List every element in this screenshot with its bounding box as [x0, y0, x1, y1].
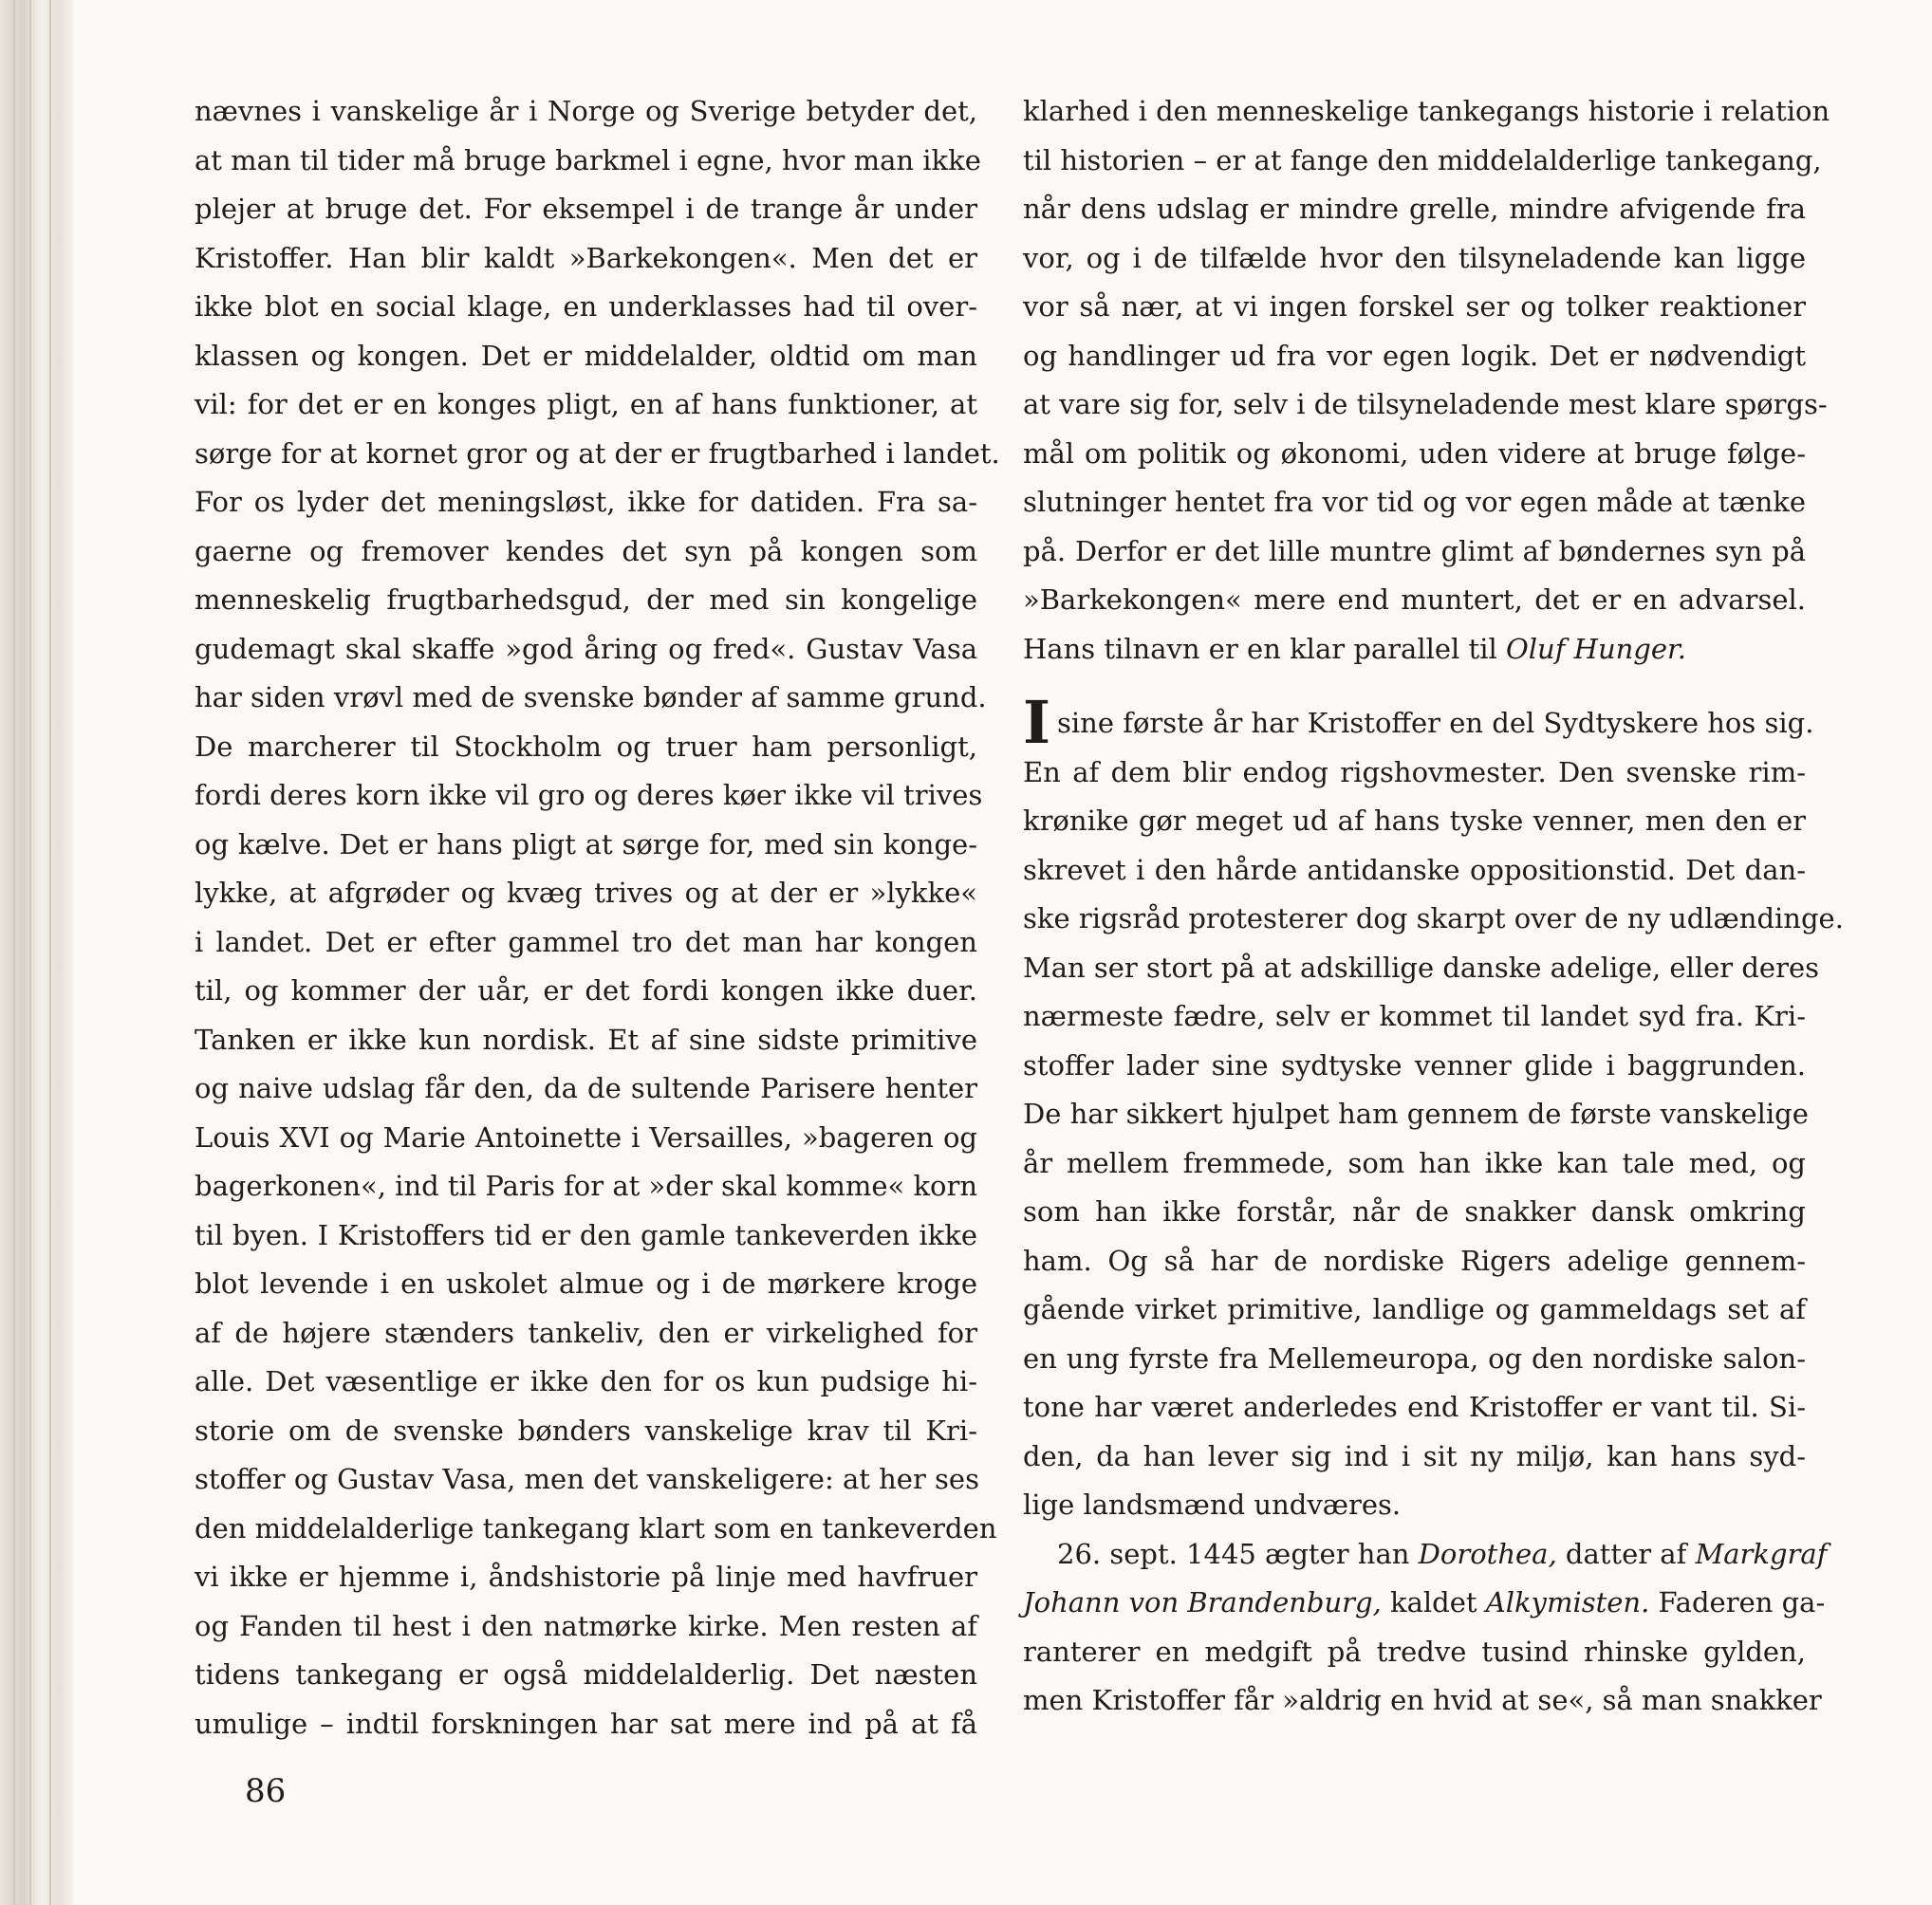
text-line: gudemagt skal skaffe »god åring og fred«. Gustav Vasa: [195, 632, 977, 665]
text-line: bagerkonen«, ind til Paris for at »der skal komme« korn: [195, 1170, 978, 1202]
text-line: slutninger hentet fra vor tid og vor egen måde at tænke: [1023, 486, 1806, 518]
text-line: blot levende i en uskolet almue og i de mørkere kroge: [195, 1267, 977, 1300]
text-line: Man ser stort på at adskillige danske adelige, eller deres: [1023, 951, 1820, 984]
text-line: nærmeste fædre, selv er kommet til landet syd fra. Kri-: [1023, 1000, 1806, 1032]
text-line: De marcherer til Stockholm og truer ham personligt,: [195, 730, 977, 763]
text-line: [1023, 625, 1806, 675]
text-line: tidens tankegang er også middelalderlig. Det næsten: [195, 1658, 977, 1691]
text-line: at vare sig for, selv i de tilsyneladende mest klare spørgs-: [1023, 388, 1828, 420]
text-run: Faderen ga-: [1649, 1586, 1826, 1618]
text-line: den, da han lever sig ind i sit ny miljø, kan hans syd-: [1023, 1439, 1806, 1472]
left-column: [195, 87, 1000, 1748]
text-line: stoffer lader sine sydtyske venner glide i baggrunden.: [1023, 1048, 1806, 1082]
text-line: til byen. I Kristoffers tid er den gamle tankeverden ikke: [195, 1218, 977, 1251]
text-line: skrevet i den hårde antidanske oppositionstid. Det dan-: [1023, 853, 1806, 886]
text-line: Kristoffer. Han blir kaldt »Barkekongen«. Men det er: [195, 241, 977, 274]
text-line: klassen og kongen. Det er middelalder, oldtid om man: [195, 339, 977, 372]
text-line: som han ikke forstår, når de snakker dansk omkring: [1023, 1195, 1806, 1228]
text-line: Tanken er ikke kun nordisk. Et af sine sidste primitive: [195, 1023, 977, 1056]
text-line: [1023, 1579, 1826, 1628]
text-line: menneskelig frugtbarhedsgud, der med sin kongelige: [195, 583, 977, 616]
book-spine-edge: [0, 0, 74, 1905]
text-line: lykke, at afgrøder og kvæg trives og at der er »lykke«: [195, 877, 977, 909]
text-line: vi ikke er hjemme i, åndshistorie på linje med havfruer: [195, 1561, 977, 1593]
text-run: Hans tilnavn er en klar parallel til: [1023, 632, 1506, 665]
text-line: storie om de svenske bønders vanskelige krav til Kri-: [195, 1414, 977, 1447]
text-line: stoffer og Gustav Vasa, men det vanskeligere: at her ses: [195, 1463, 979, 1495]
text-line: nævnes i vanskelige år i Norge og Sverige betyder det,: [195, 95, 977, 127]
text-line: alle. Det væsentlige er ikke den for os kun pudsige hi-: [195, 1365, 977, 1397]
text-line: på. Derfor er det lille muntre glimt af bøndernes syn på: [1023, 534, 1806, 567]
text-line: »Barkekongen« mere end muntert, det er en advarsel.: [1023, 583, 1806, 616]
text-line: i landet. Det er efter gammel tro det man har kongen: [195, 925, 977, 958]
text-line: sørge for at kornet gror og at der er frugtbarhed i landet.: [195, 436, 1000, 470]
text-run: 26. sept. 1445 ægter han: [1057, 1537, 1419, 1570]
text-line: mål om politik og økonomi, uden videre at bruge følge-: [1023, 436, 1806, 470]
text-line: til historien – er at fange den middelalderlige tankegang,: [1023, 143, 1822, 176]
text-line: vor, og i de tilfælde hvor den tilsyneladende kan ligge: [1023, 241, 1806, 274]
text-line: umulige – indtil forskningen har sat mere ind på at få: [195, 1707, 977, 1740]
text-line: og kælve. Det er hans pligt at sørge for, med sin konge-: [195, 827, 977, 860]
text-line: men Kristoffer får »aldrig en hvid at se«, så man snakker: [1023, 1684, 1822, 1716]
text-run: sine første år har Kristoffer en del Sydtyskere hos sig.: [1057, 707, 1814, 739]
text-line: ske rigsråd protesterer dog skarpt over de ny udlændinge.: [1023, 902, 1844, 934]
text-line: De har sikkert hjulpet ham gennem de første vanskelige: [1023, 1098, 1809, 1130]
text-line: at man til tider må bruge barkmel i egne, hvor man ikke: [195, 143, 981, 176]
italic-run: Oluf Hunger.: [1505, 632, 1686, 665]
text-line: til, og kommer der uår, er det fordi kongen ikke duer.: [195, 974, 977, 1007]
text-line: år mellem fremmede, som han ikke kan tale med, og: [1023, 1146, 1806, 1179]
italic-run: Johann von Brandenburg,: [1023, 1586, 1382, 1618]
text-line: tone har været anderledes end Kristoffer er vant til. Si-: [1023, 1391, 1806, 1423]
text-line: ikke blot en social klage, en underklasses had til over-: [195, 290, 977, 323]
drop-cap: I: [1023, 688, 1051, 757]
right-column: [1023, 87, 1844, 1726]
text-line: gaerne og fremover kendes det syn på kongen som: [195, 534, 977, 567]
text-line: Louis XVI og Marie Antoinette i Versailles, »bageren og: [195, 1120, 977, 1154]
text-line: plejer at bruge det. For eksempel i de trange år under: [195, 193, 977, 225]
italic-run: Markgraf: [1695, 1537, 1828, 1570]
text-line: vil: for det er en konges pligt, en af hans funktioner, at: [195, 388, 977, 420]
text-run: kaldet: [1381, 1586, 1486, 1618]
text-line: og handlinger ud fra vor egen logik. Det er nødvendigt: [1023, 339, 1806, 372]
text-line: og Fanden til hest i den natmørke kirke. Men resten af: [195, 1609, 977, 1642]
page-number: 86: [245, 1772, 287, 1810]
text-line: En af dem blir endog rigshovmester. Den svenske rim-: [1023, 755, 1806, 788]
text-line: og naive udslag får den, da de sultende Parisere henter: [195, 1072, 977, 1104]
text-line: [1023, 1530, 1828, 1580]
text-line: lige landsmænd undværes.: [1023, 1489, 1402, 1521]
paragraph-gap: [1023, 674, 1806, 699]
text-line: klarhed i den menneskelige tankegangs historie i relation: [1023, 95, 1830, 127]
text-line: af de højere stænders tankeliv, den er virkelighed for: [195, 1316, 977, 1349]
italic-run: Dorothea,: [1418, 1537, 1557, 1570]
text-line: har siden vrøvl med de svenske bønder af samme grund.: [195, 681, 987, 713]
italic-run: Alkymisten.: [1485, 1586, 1650, 1618]
text-line: For os lyder det meningsløst, ikke for datiden. Fra sa-: [195, 486, 977, 518]
text-line: ranterer en medgift på tredve tusind rhinske gylden,: [1023, 1635, 1806, 1668]
text-line: [1023, 688, 1814, 757]
text-line: en ung fyrste fra Mellemeuropa, og den nordiske salon-: [1023, 1341, 1806, 1375]
text-line: den middelalderlige tankegang klart som en tankeverden: [195, 1511, 997, 1544]
text-line: fordi deres korn ikke vil gro og deres køer ikke vil trives: [195, 779, 983, 811]
text-line: ham. Og så har de nordiske Rigers adelige gennem-: [1023, 1244, 1806, 1277]
text-line: gående virket primitive, landlige og gammeldags set af: [1023, 1293, 1806, 1325]
text-line: vor så nær, at vi ingen forskel ser og tolker reaktioner: [1023, 290, 1806, 323]
text-line: når dens udslag er mindre grelle, mindre afvigende fra: [1023, 193, 1806, 225]
text-line: krønike gør meget ud af hans tyske venner, men den er: [1023, 805, 1806, 837]
text-run: datter af: [1556, 1537, 1696, 1570]
